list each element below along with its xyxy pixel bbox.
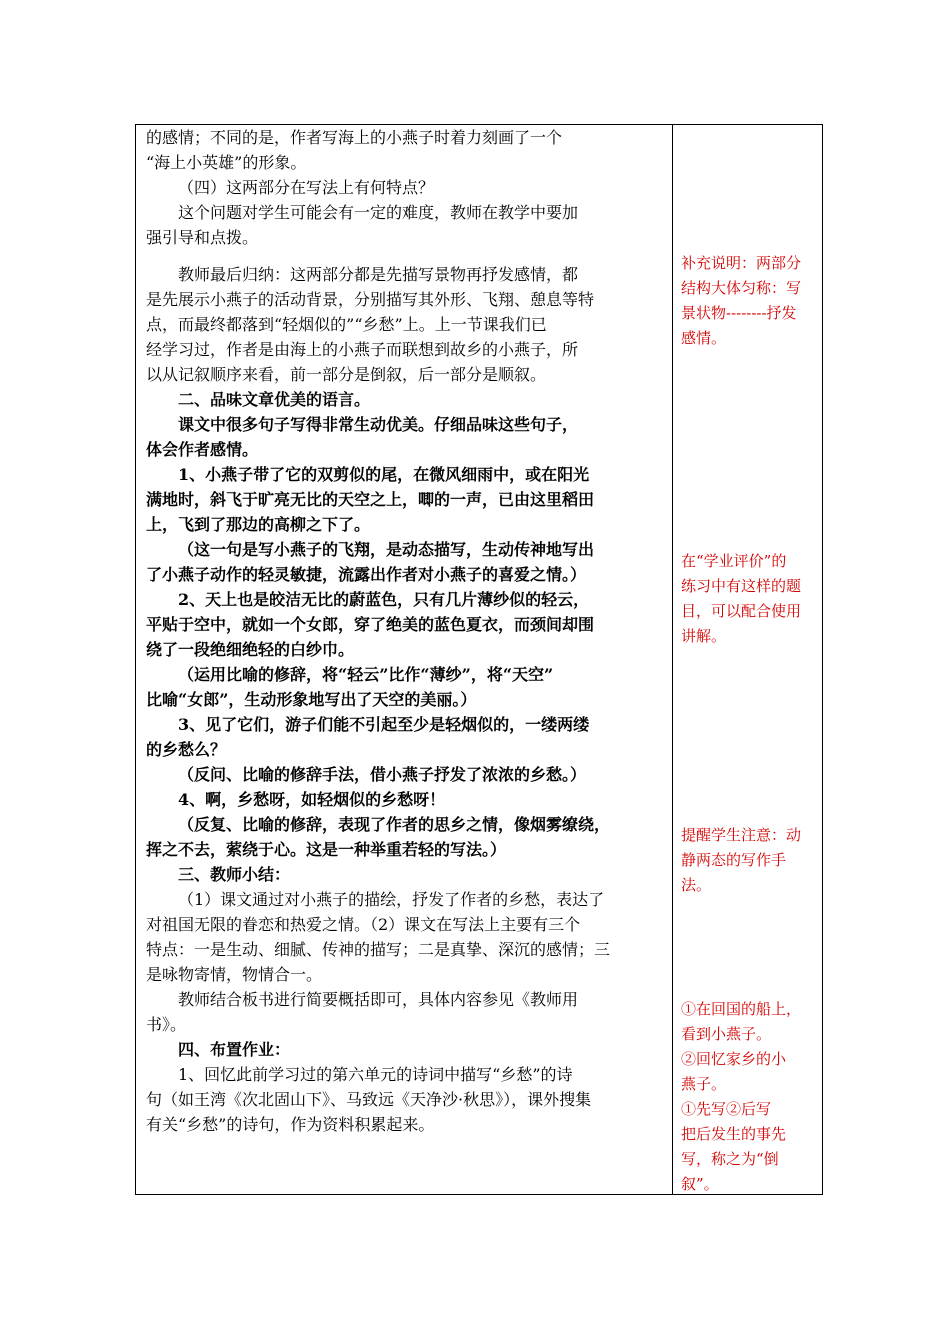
text-line: 经学习过，作者是由海上的小燕子而联想到故乡的小燕子，所: [146, 340, 579, 359]
note-line: 看到小燕子。: [681, 1025, 772, 1043]
note-line: 在“学业评价”的: [681, 552, 787, 570]
note-line: 补充说明：两部分: [681, 254, 802, 272]
text-line: （1）课文通过对小燕子的描绘，抒发了作者的乡愁，表达了: [178, 890, 605, 909]
text-line: 课文中很多句子写得非常生动优美。仔细品味这些句子，: [178, 415, 579, 434]
text-line: 这个问题对学生可能会有一定的难度，教师在教学中要加: [178, 203, 579, 222]
note-line: ②回忆家乡的小: [681, 1050, 787, 1068]
text-line: 4、啊，乡愁呀，如轻烟似的乡愁呀！: [178, 790, 446, 809]
note-structure: [681, 251, 819, 351]
text-line: 体会作者感情。: [146, 440, 259, 459]
note-line: 提醒学生注意：动: [681, 826, 802, 844]
text-line: 句（如王湾《次北固山下》、马致远《天净沙·秋思》），课外搜集: [146, 1090, 592, 1109]
text-line: 四、布置作业：: [178, 1040, 291, 1059]
note-line: 写，称之为“倒: [681, 1150, 779, 1168]
note-line: 静两态的写作手: [681, 851, 787, 869]
text-line: 1、小燕子带了它的双剪似的尾，在微风细雨中，或在阳光: [178, 465, 590, 484]
main-content-cell: [136, 125, 672, 1137]
note-line: 结构大体匀称：写: [681, 279, 802, 297]
note-line: 燕子。: [681, 1075, 727, 1093]
note-line: 法。: [681, 876, 712, 894]
text-line: 三、教师小结：: [178, 865, 291, 884]
text-line: 平贴于空中，就如一个女郎，穿了绝美的蓝色夏衣，而颈间却围: [146, 615, 595, 634]
text-line: 教师结合板书进行简要概括即可，具体内容参见《教师用: [178, 990, 579, 1009]
text-line: （反复、比喻的修辞，表现了作者的思乡之情，像烟雾缭绕，: [178, 815, 611, 834]
text-line: 强引导和点拨。: [146, 228, 259, 247]
text-line: 是先展示小燕子的活动背景，分别描写其外形、飞翔、憩息等特: [146, 290, 595, 309]
text-line: （反问、比喻的修辞手法，借小燕子抒发了浓浓的乡愁。）: [178, 765, 587, 784]
notes-cell: [673, 125, 824, 1194]
text-line: 满地时，斜飞于旷亮无比的天空之上，唧的一声，已由这里稻田: [146, 490, 595, 509]
text-line: 特点：一是生动、细腻、传神的描写；二是真挚、深沉的感情；三: [146, 940, 611, 959]
note-narrative-order: [681, 997, 819, 1197]
note-line: 目，可以配合使用: [681, 602, 802, 620]
text-line: （四）这两部分在写法上有何特点？: [178, 178, 435, 197]
text-line: 书》。: [146, 1015, 187, 1034]
text-line: 挥之不去，萦绕于心。这是一种举重若轻的写法。）: [146, 840, 507, 859]
text-line: （这一句是写小燕子的飞翔，是动态描写，生动传神地写出: [178, 540, 595, 559]
lesson-table: [135, 124, 823, 1195]
note-line: 叙”。: [681, 1175, 719, 1193]
note-exercise: [681, 549, 819, 649]
note-line: 把后发生的事先: [681, 1125, 787, 1143]
note-line: ①在回国的船上，: [681, 1000, 802, 1018]
note-line: ①先写②后写: [681, 1100, 772, 1118]
note-line: 练习中有这样的题: [681, 577, 802, 595]
text-line: 了小燕子动作的轻灵敏捷，流露出作者对小燕子的喜爱之情。）: [146, 565, 587, 584]
text-line: 上，飞到了那边的高柳之下了。: [146, 515, 371, 534]
text-line: 2、天上也是皎洁无比的蔚蓝色，只有几片薄纱似的轻云，: [178, 590, 590, 609]
text-line: 对祖国无限的眷恋和热爱之情。（2）课文在写法上主要有三个: [146, 915, 581, 934]
note-line: 景状物--------抒发: [681, 304, 797, 322]
text-line: 以从记叙顺序来看，前一部分是倒叙，后一部分是顺叙。: [146, 365, 547, 384]
note-line: 感情。: [681, 329, 727, 347]
text-line: “海上小英雄”的形象。: [146, 153, 307, 172]
text-line: 二、品味文章优美的语言。: [178, 390, 371, 409]
text-line: 的感情；不同的是，作者写海上的小燕子时着力刻画了一个: [146, 128, 563, 147]
note-technique: [681, 823, 819, 898]
text-line: 绕了一段绝细绝轻的白纱巾。: [146, 640, 355, 659]
text-line: 3、见了它们，游子们能不引起至少是轻烟似的，一缕两缕: [178, 715, 590, 734]
text-line: 比喻“女郎”，生动形象地写出了天空的美丽。）: [146, 690, 477, 709]
text-line: 1、回忆此前学习过的第六单元的诗词中描写“乡愁”的诗: [178, 1065, 573, 1084]
paragraph-gap: [146, 250, 664, 262]
note-line: 讲解。: [681, 627, 727, 645]
text-line: 是咏物寄情，物情合一。: [146, 965, 323, 984]
text-line: 有关“乡愁”的诗句，作为资料积累起来。: [146, 1115, 435, 1134]
text-line: 的乡愁么？: [146, 740, 227, 759]
text-line: 点，而最终都落到“轻烟似的”“乡愁”上。上一节课我们已: [146, 315, 547, 334]
text-line: （运用比喻的修辞，将“轻云”比作“薄纱”，将“天空”: [178, 665, 554, 684]
text-line: 教师最后归纳：这两部分都是先描写景物再抒发感情，都: [178, 265, 579, 284]
